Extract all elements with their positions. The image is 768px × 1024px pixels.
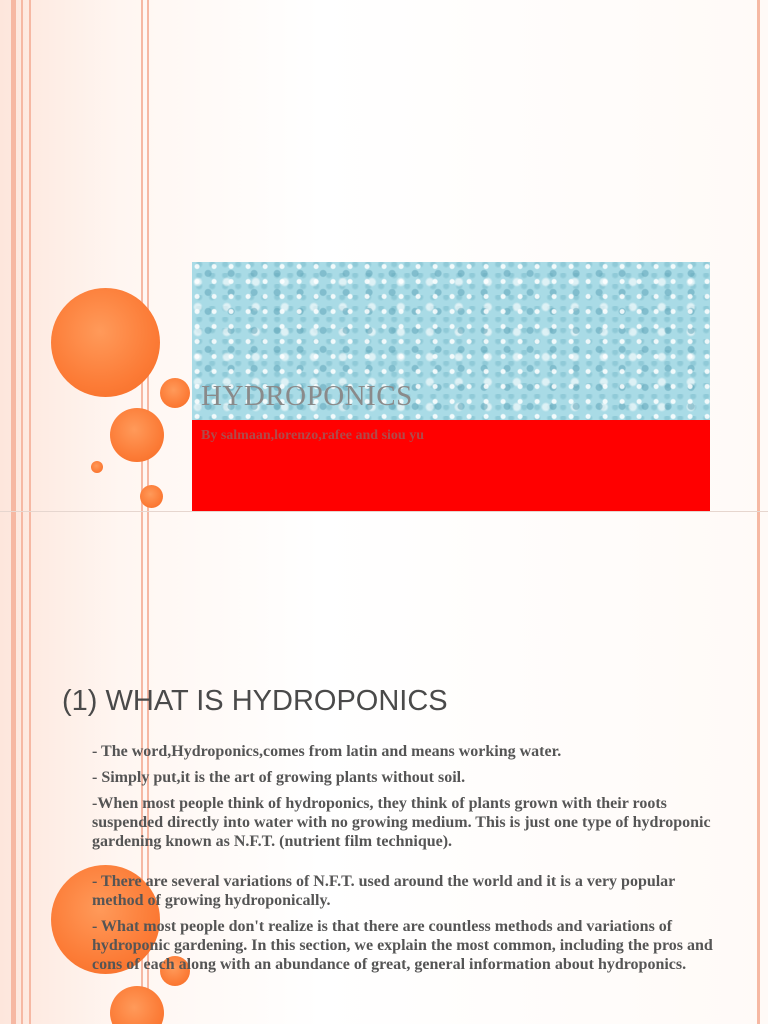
decorative-stripe bbox=[29, 0, 31, 512]
decorative-circle bbox=[140, 485, 163, 508]
decorative-circle bbox=[160, 378, 190, 408]
bullet-paragraph: - The word,Hydroponics,comes from latin and means working water. bbox=[92, 743, 562, 760]
section-heading: (1) WHAT IS HYDROPONICS bbox=[62, 685, 448, 717]
bullet-paragraph: - There are several variations of N.F.T. used around the world and it is a very popular method of growing hydroponically. bbox=[92, 873, 675, 909]
decorative-stripe bbox=[757, 512, 760, 1024]
decorative-circle bbox=[110, 408, 164, 462]
decorative-circle bbox=[91, 461, 103, 473]
decorative-stripe bbox=[11, 0, 16, 512]
decorative-stripe bbox=[29, 512, 31, 1024]
bullet-paragraph: - Simply put,it is the art of growing plants without soil. bbox=[92, 769, 466, 786]
decorative-stripe bbox=[757, 0, 760, 512]
decorative-stripe bbox=[11, 512, 16, 1024]
decorative-stripe bbox=[21, 0, 23, 512]
slide-subtitle: By salmaan,lorenzo,rafee and siou yu bbox=[201, 428, 424, 443]
bullet-paragraph: -When most people think of hydroponics, they think of plants grown with their roots suspended directly into water with no growing medium. This is just one type of hydroponic gardening known as N.F.T. (nutrient film technique). bbox=[92, 795, 711, 850]
slide-title-text: HYDROPONICS bbox=[201, 380, 413, 412]
decorative-circle bbox=[51, 288, 160, 397]
decorative-stripe bbox=[21, 512, 23, 1024]
decorative-circle bbox=[110, 986, 164, 1024]
bullet-paragraph: - What most people don't realize is that there are countless methods and variations of hydroponic gardening. In this section, we explain the most common, including the pros and cons of each along with an abundance of great, general information about hydroponics. bbox=[92, 918, 713, 973]
